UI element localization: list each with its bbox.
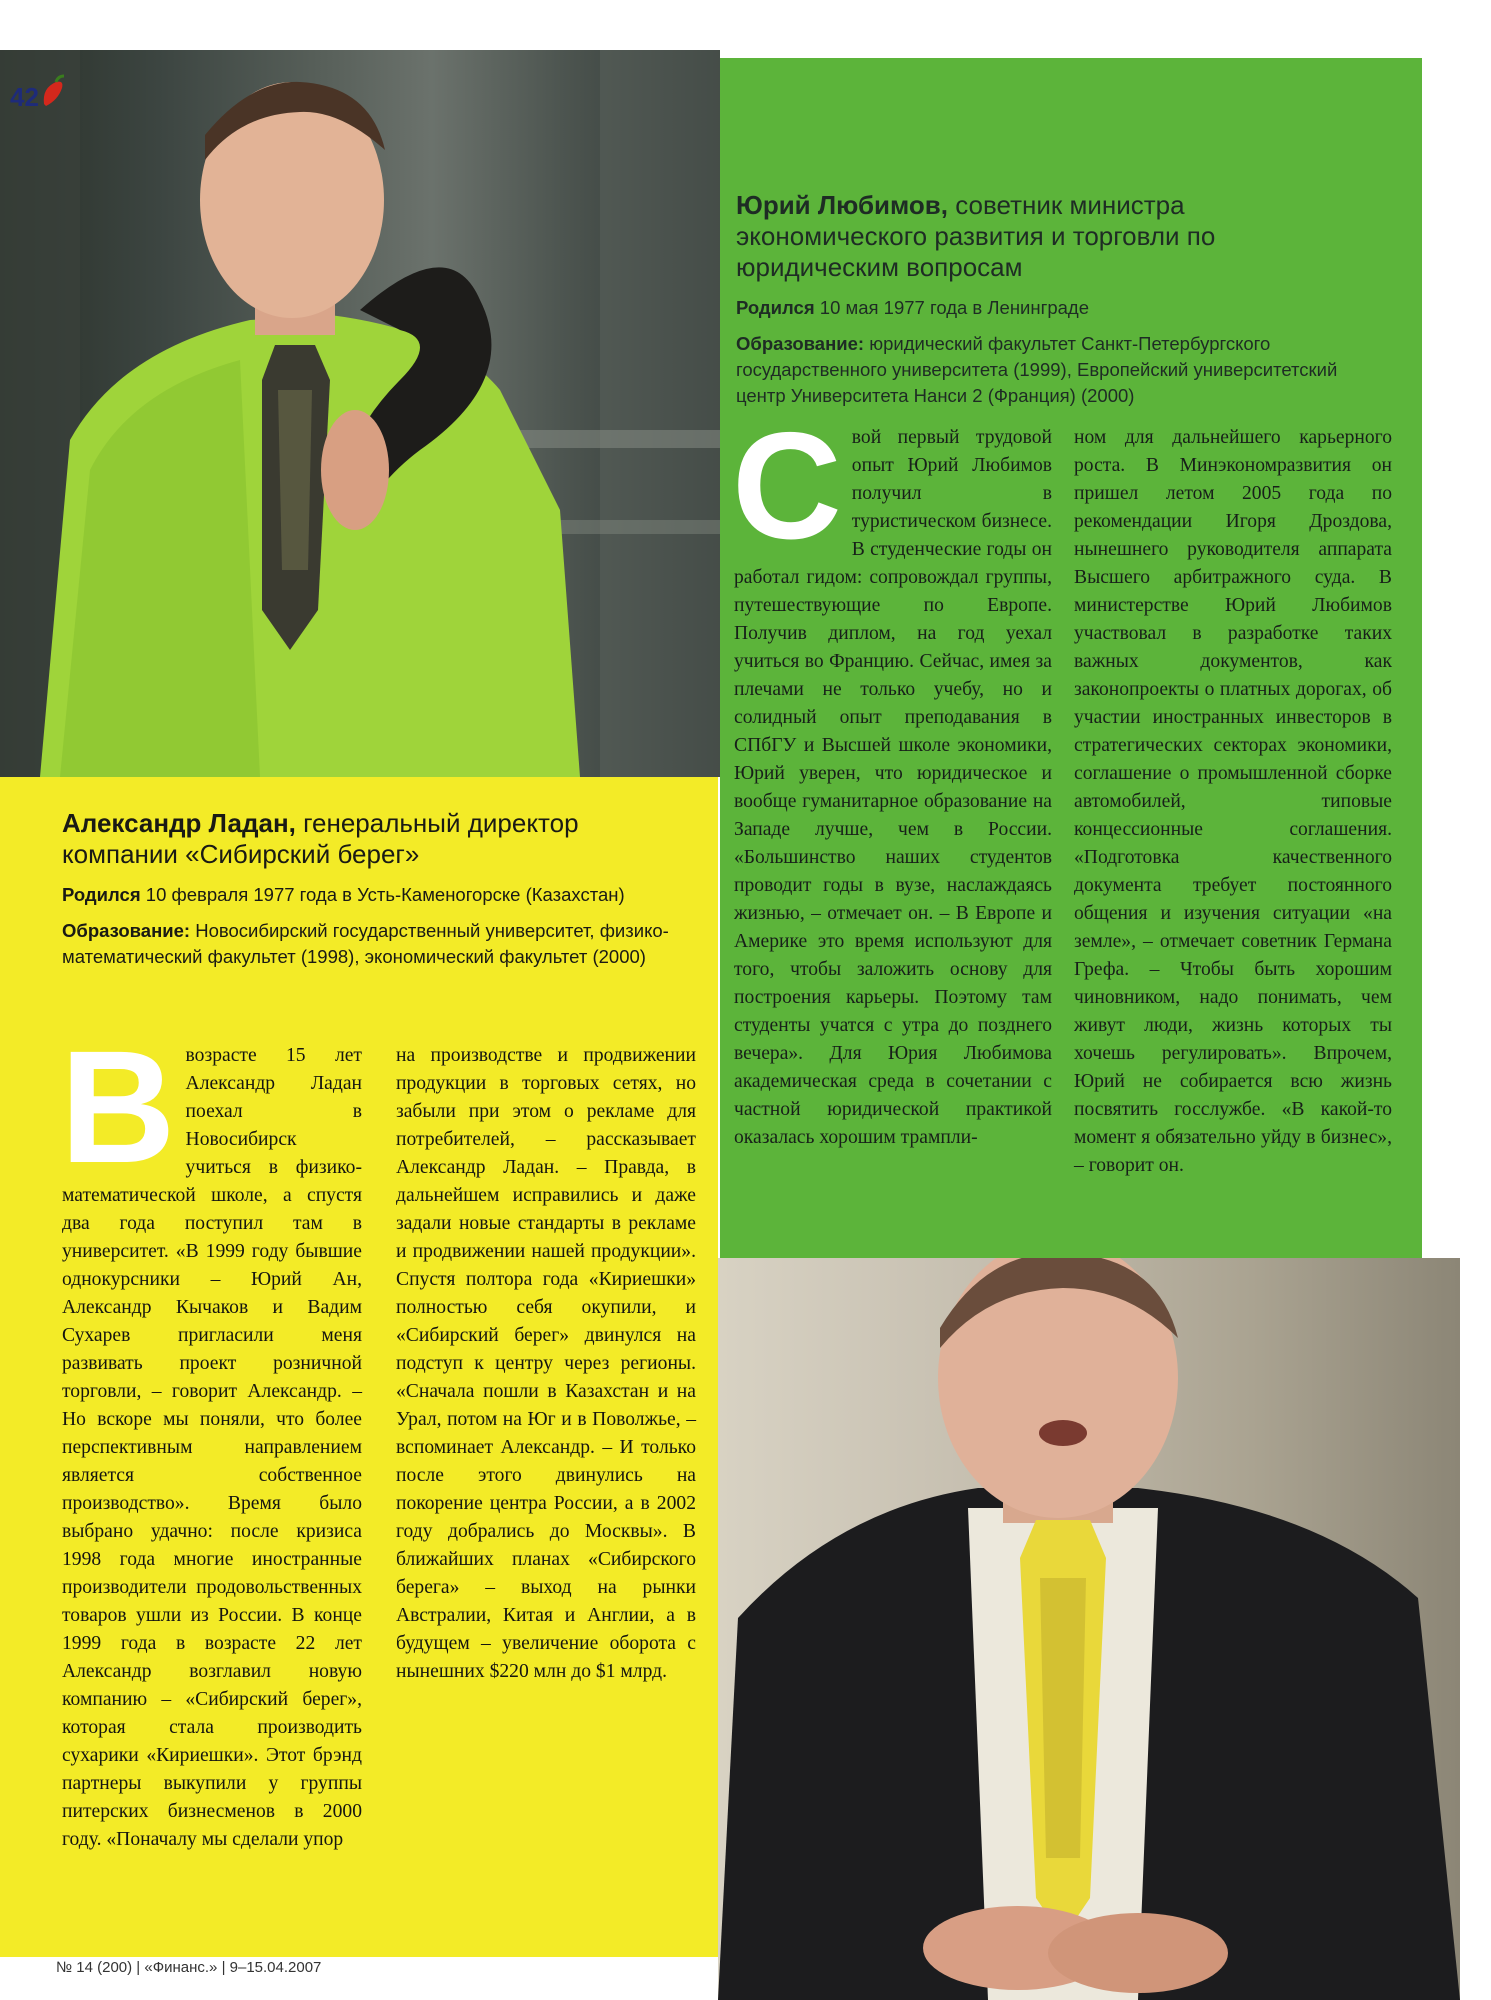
lyubimov-title	[736, 190, 1376, 283]
page-number: 42	[10, 82, 39, 113]
photo-yuri-lyubimov	[718, 1258, 1460, 2000]
born-label: Родился	[736, 297, 815, 318]
dropcap: В	[60, 1017, 176, 1196]
page-footer: № 14 (200) | «Финанс.» | 9–15.04.2007	[56, 1959, 322, 1976]
ladan-article-column-1: Ввозрасте 15 лет Александр Ладан поехал в Новосибирск учиться в физико-математической школе, а спустя два года поступил там в университет. «В 1999 году бывшие однокурсники – Юрий Ан, Александр Кычаков и Вадим Сухарев пригласили меня развивать проект розничной торговли, – говорит Александр. – Но вскоре мы поняли, что более перспективным направлением является собственное производство». Время было выбрано удачно: после кризиса 1998 года многие иностранные производители продовольственных товаров ушли из России. В конце 1999 года в возрасте 22 лет Александр возглавил новую компанию – «Сибирский берег», которая стала производить сухарики «Кириешки». Этот брэнд партнеры выкупили у группы питерских бизнесменов в 2000 году. «Поначалу мы сделали упор	[60, 1017, 362, 1850]
lyubimov-name: Юрий Любимов,	[736, 190, 949, 220]
education-label: Образование:	[62, 920, 191, 941]
ladan-born: Родился 10 февраля 1977 года в Усть-Каменогорске (Казахстан)	[62, 884, 625, 905]
born-label: Родился	[62, 884, 141, 905]
ladan-header	[62, 808, 682, 970]
lyubimov-article-column-2: ном для дальнейшего карьерного роста. В Минэкономразвития он пришел летом 2005 года по рекомендации Игоря Дроздова, нынешнего руководителя аппарата Высшего арбитражного суда. В министерстве Юрий Любимов участвовал в разработке таких важных документов, как законопроекты о платных дорогах, об участии иностранных инвесторов в стратегических секторах экономики, соглашение о промышленной сборке автомобилей, типовые концессионные соглашения. «Подготовка качественного документа требует постоянного общения и изучения ситуации «на земле», – отмечает советник Германа Грефа. – Чтобы быть хорошим чиновником, надо понимать, чем живут люди, жизнь которых ты хочешь регулировать». Впрочем, Юрий не собирается всю жизнь посвятить госслужбе. «В какой-то момент я обязательно уйду в бизнес», – говорит он.	[1074, 427, 1392, 1176]
ladan-title	[62, 808, 682, 870]
education-label: Образование:	[736, 333, 865, 354]
dropcap: С	[732, 401, 842, 571]
lyubimov-article-column-1: Свой первый трудовой опыт Юрий Любимов получил в туристическом бизнесе. В студенческие годы он работал гидом: сопровождал группы, путешествующие по Европе. Получив диплом, на год уехал учиться во Францию. Сейчас, имея за плечами не только учебу, но и солидный опыт преподавания в СПбГУ и Высшей школе экономики, Юрий уверен, что юридическое и вообще гуманитарное образование на Западе лучше, чем в России. «Большинство наших студентов проводит годы в вузе, наслаждаясь жизнью, – отмечает он. – В Европе и Америке это время используют для того, чтобы заложить основу для построения карьеры. Поэтому там студенты учатся с утра до позднего вечера». Для Юрия Любимова академическая среда в сочетании с частной юридической практикой оказалась хорошим трампли-	[732, 401, 1052, 1148]
lyubimov-header	[736, 190, 1376, 409]
ladan-education: Образование: Новосибирский государственный университет, физико-математический факультет (1998), экономический факультет (2000)	[62, 920, 669, 967]
ladan-name: Александр Ладан,	[62, 808, 296, 838]
lyubimov-education: Образование: юридический факультет Санкт-Петербургского государственного университета (1999), Европейский университетский центр Университета Нанси 2 (Франция) (2000)	[736, 333, 1338, 406]
chili-pepper-icon	[38, 74, 68, 110]
lyubimov-position: советник министра экономического развития и торговли по юридическим вопросам	[736, 190, 1216, 282]
photo-alexander-ladan	[0, 50, 720, 777]
lyubimov-born: Родился 10 мая 1977 года в Ленинграде	[736, 297, 1089, 318]
ladan-position: генеральный директор компании «Сибирский берег»	[62, 808, 579, 869]
ladan-article-column-2: на производстве и продвижении продукции в торговых сетях, но забыли при этом о рекламе для потребителей, – рассказывает Александр Ладан. – Правда, в дальнейшем исправились и даже задали новые стандарты в рекламе и продвижении нашей продукции». Спустя полтора года «Кириешки» полностью себя окупили, и «Сибирский берег» двинулся на подступ к центру через регионы. «Сначала пошли в Казахстан и на Урал, потом на Юг и в Поволжье, – вспоминает Александр. – И только после этого двинулись на покорение центра России, а в 2002 году добрались до Москвы». В ближайших планах «Сибирского берега» – выход на рынки Австралии, Китая и Англии, а в будущем – увеличение оборота с нынешних $220 млн до $1 млрд.	[396, 1045, 696, 1682]
